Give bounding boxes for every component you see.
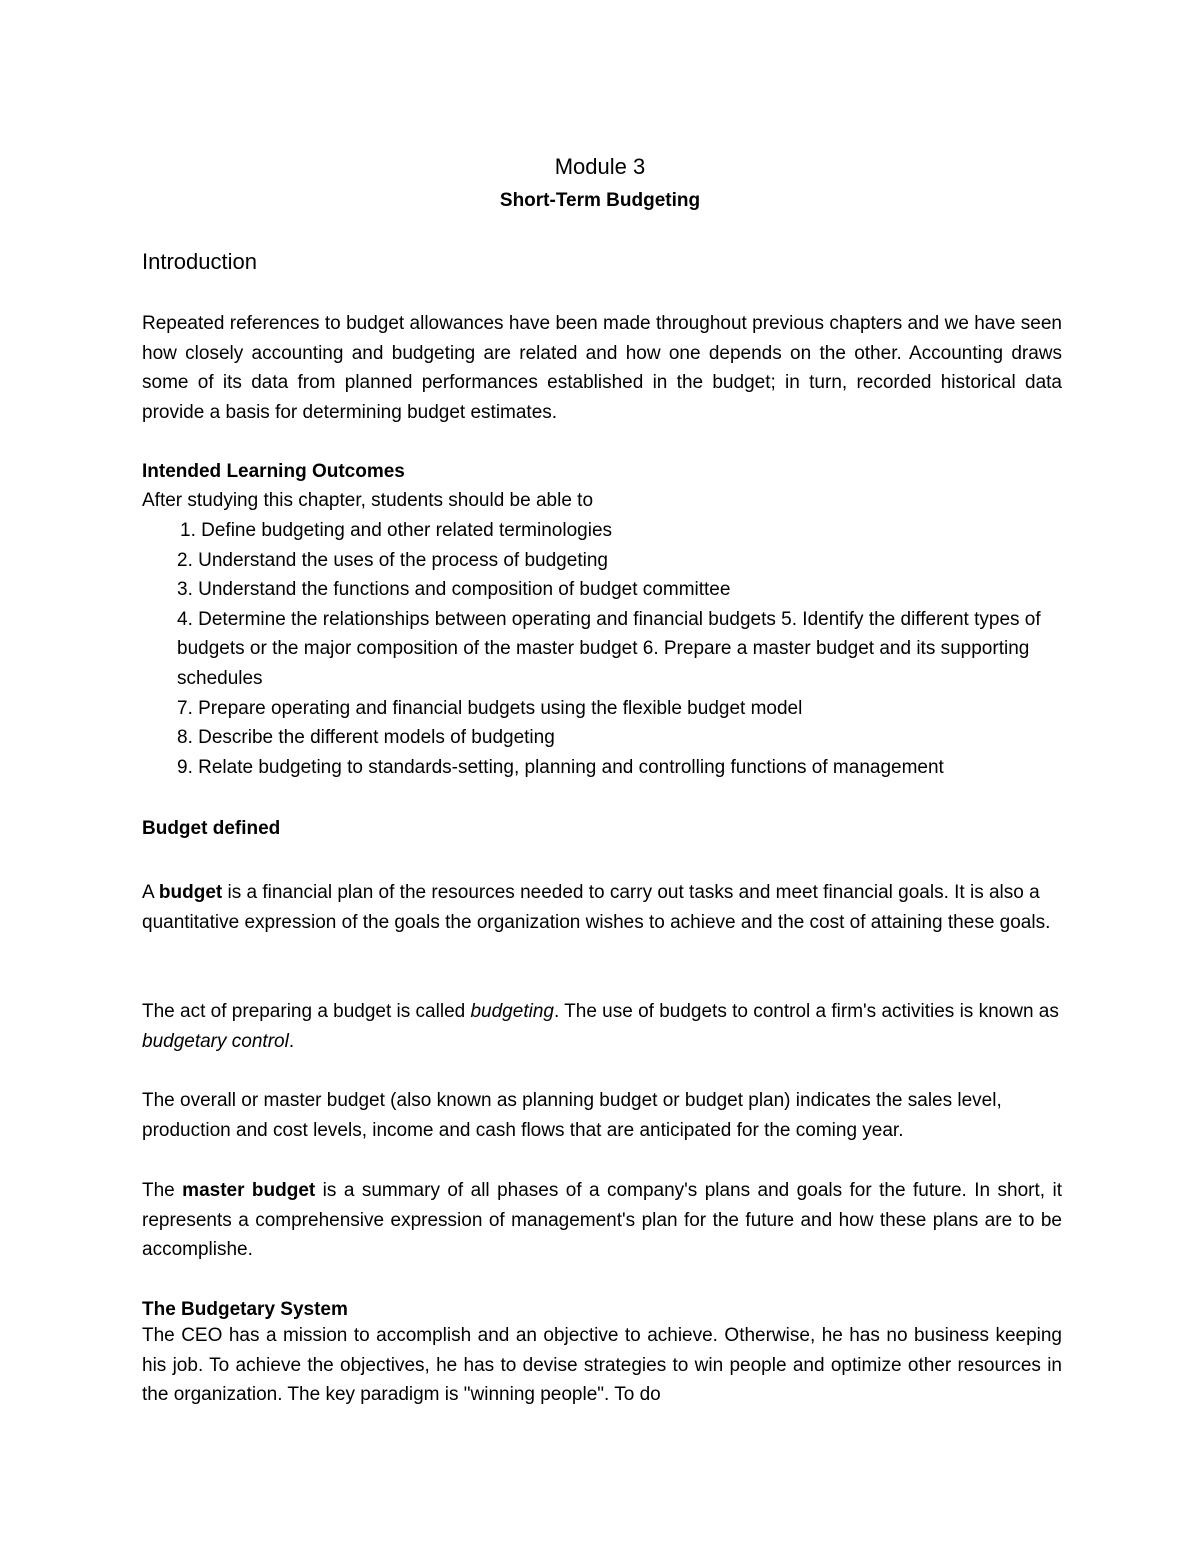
- budget-term: budget: [158, 882, 223, 903]
- outcomes-heading: Intended Learning Outcomes: [142, 461, 405, 482]
- budgeting-term: budgeting: [470, 1001, 554, 1022]
- budgeting-mid: . The use of budgets to control a firm's activities is known as: [553, 1001, 1059, 1022]
- budget-definition-paragraph: [142, 878, 1062, 937]
- outcome-item: 2. Understand the uses of the process of budgeting: [177, 549, 608, 571]
- introduction-heading: Introduction: [142, 249, 257, 274]
- budget-definition-post: is a financial plan of the resources needed to carry out tasks and meet financial goals. It is also a quantitative expression of the goals the organization wishes to achieve and the cost of attaining these goals.: [142, 882, 1051, 933]
- master-budget-overview-paragraph: The overall or master budget (also known as planning budget or budget plan) indicates the sales level, production and cost levels, income and cash flows that are anticipated for the coming year.: [142, 1090, 1002, 1141]
- outcome-item: 8. Describe the different models of budgeting: [177, 727, 555, 749]
- master-budget-post: is a summary of all phases of a company's plans and goals for the future. In short, it represents a comprehensive expression of management's plan for the future and how these plans are to be accomplishe.: [142, 1180, 1062, 1261]
- budget-defined-heading: Budget defined: [142, 818, 281, 839]
- outcome-item: 9. Relate budgeting to standards-setting, planning and controlling functions of management: [177, 756, 944, 778]
- budgetary-system-heading: The Budgetary System: [142, 1299, 348, 1320]
- module-title: Module 3: [554, 154, 646, 179]
- budgeting-pre: The act of preparing a budget is called: [142, 1001, 471, 1022]
- master-budget-term: master budget: [182, 1180, 316, 1201]
- budget-definition-pre: A: [142, 882, 159, 903]
- introduction-paragraph: Repeated references to budget allowances have been made throughout previous chapters and we have seen how closely accounting and budgeting are related and how one depends on the other. Accounting draws some of its data from planned performances established in the budget; in turn, recorded historical data provide a basis for determining budget estimates.: [142, 313, 1062, 423]
- budgeting-paragraph: [142, 997, 1062, 1056]
- outcome-item: 7. Prepare operating and financial budgets using the flexible budget model: [177, 697, 803, 719]
- outcomes-lead: After studying this chapter, students should be able to: [142, 490, 594, 511]
- outcome-item: 3. Understand the functions and composition of budget committee: [177, 579, 731, 601]
- outcomes-list: [177, 516, 1067, 782]
- budgeting-post: .: [288, 1030, 295, 1052]
- outcome-item: 1. Define budgeting and other related terminologies: [180, 520, 613, 541]
- module-subtitle: Short-Term Budgeting: [499, 190, 701, 211]
- budgetary-control-term: budgetary control: [142, 1030, 289, 1052]
- budgetary-system-paragraph: The CEO has a mission to accomplish and an objective to achieve. Otherwise, he has no business keeping his job. To achieve the objectives, he has to devise strategies to win people and optimize other resources in the organization. The key paradigm is "winning people". To do: [142, 1325, 1062, 1406]
- master-budget-paragraph: [142, 1176, 1062, 1265]
- master-budget-pre: The: [142, 1180, 183, 1201]
- outcome-item: 4. Determine the relationships between operating and financial budgets 5. Identify the different types of budgets or the major composition of the master budget 6. Prepare a master budget and its supporting schedules: [177, 608, 1041, 689]
